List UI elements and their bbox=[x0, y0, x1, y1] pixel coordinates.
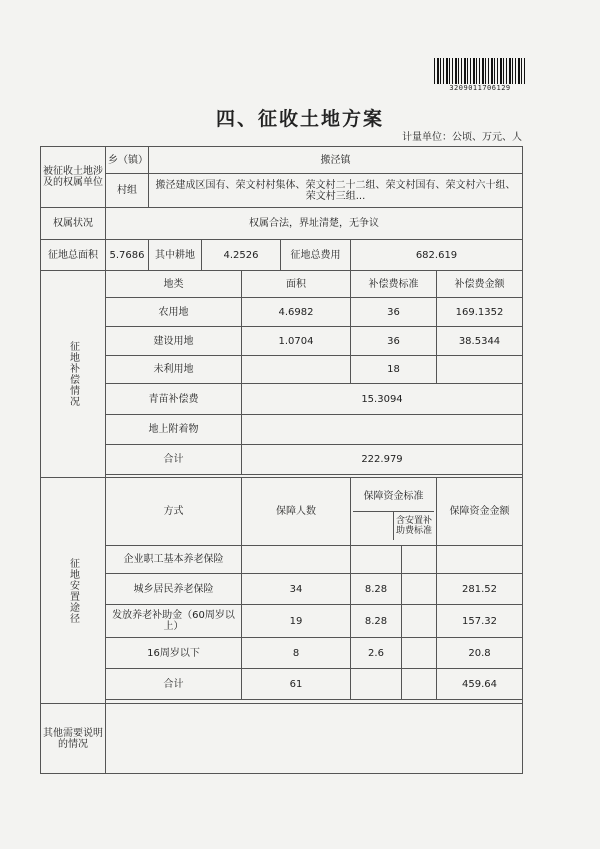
resettle-amount: 157.32 bbox=[437, 605, 523, 638]
resettle-people: 19 bbox=[242, 605, 351, 638]
land-acquisition-table bbox=[40, 146, 523, 774]
table-row bbox=[41, 605, 523, 638]
resettle-standard bbox=[351, 546, 402, 574]
resettle-people: 8 bbox=[242, 638, 351, 669]
comp-area: 4.6982 bbox=[242, 298, 351, 327]
status-value: 权属合法，界址清楚，无争议 bbox=[106, 208, 523, 240]
other-value bbox=[106, 704, 523, 774]
total-area-label: 征地总面积 bbox=[41, 240, 106, 271]
unit-note: 计量单位：公顷、万元、人 bbox=[402, 132, 522, 143]
comp-header-amount: 补偿费金额 bbox=[437, 271, 523, 298]
barcode bbox=[434, 58, 526, 84]
village-value: 搬泾建成区国有、荣文村村集体、荣文村二十二组、荣文村国有、荣文村六十组、荣文村三组... bbox=[149, 174, 523, 208]
resettle-total-people: 61 bbox=[242, 669, 351, 700]
resettle-amount: 281.52 bbox=[437, 574, 523, 605]
village-label: 村组 bbox=[106, 174, 149, 208]
resettle-header-people: 保障人数 bbox=[242, 478, 351, 546]
compensation-total-value: 222.979 bbox=[242, 445, 523, 475]
seedling-label: 青苗补偿费 bbox=[106, 384, 242, 415]
table-row bbox=[41, 298, 523, 327]
resettle-sub bbox=[402, 605, 437, 638]
resettle-standard: 2.6 bbox=[351, 638, 402, 669]
comp-amount: 38.5344 bbox=[437, 327, 523, 356]
other-label: 其他需要说明的情况 bbox=[41, 704, 106, 774]
comp-standard: 18 bbox=[351, 356, 437, 384]
compensation-total-label: 合计 bbox=[106, 445, 242, 475]
compensation-section-label: 征地补偿情况 bbox=[41, 271, 106, 478]
comp-area bbox=[242, 356, 351, 384]
comp-amount: 169.1352 bbox=[437, 298, 523, 327]
town-value: 搬泾镇 bbox=[149, 147, 523, 174]
resettle-sub bbox=[402, 574, 437, 605]
resettle-people bbox=[242, 546, 351, 574]
resettle-sub bbox=[402, 546, 437, 574]
town-label: 乡（镇） bbox=[106, 147, 149, 174]
resettle-sub bbox=[402, 638, 437, 669]
table-row bbox=[41, 546, 523, 574]
resettle-header-standard-group bbox=[351, 478, 437, 546]
comp-area: 1.0704 bbox=[242, 327, 351, 356]
comp-header-standard: 补偿费标准 bbox=[351, 271, 437, 298]
resettle-method: 发放养老补助金（60周岁以上） bbox=[106, 605, 242, 638]
resettle-amount bbox=[437, 546, 523, 574]
resettle-people: 34 bbox=[242, 574, 351, 605]
table-row bbox=[41, 574, 523, 605]
table-row bbox=[41, 327, 523, 356]
status-label: 权属状况 bbox=[41, 208, 106, 240]
attachment-label: 地上附着物 bbox=[106, 415, 242, 445]
attachment-value bbox=[242, 415, 523, 445]
ownership-label: 被征收土地涉及的权属单位 bbox=[41, 147, 106, 208]
resettle-total-amount: 459.64 bbox=[437, 669, 523, 700]
comp-type: 未利用地 bbox=[106, 356, 242, 384]
resettle-method: 16周岁以下 bbox=[106, 638, 242, 669]
table-row bbox=[41, 638, 523, 669]
comp-standard: 36 bbox=[351, 298, 437, 327]
resettle-total-label: 合计 bbox=[106, 669, 242, 700]
resettle-header-method: 方式 bbox=[106, 478, 242, 546]
table-row bbox=[41, 356, 523, 384]
comp-type: 建设用地 bbox=[106, 327, 242, 356]
resettle-header-sub-standard: 含安置补助费标准 bbox=[393, 512, 434, 540]
comp-type: 农用地 bbox=[106, 298, 242, 327]
resettle-method: 企业职工基本养老保险 bbox=[106, 546, 242, 574]
resettle-method: 城乡居民养老保险 bbox=[106, 574, 242, 605]
total-area-value: 5.7686 bbox=[106, 240, 149, 271]
farmland-label: 其中耕地 bbox=[149, 240, 202, 271]
resettle-standard: 8.28 bbox=[351, 574, 402, 605]
page-title: 四、征收土地方案 bbox=[215, 108, 384, 130]
total-cost-value: 682.619 bbox=[351, 240, 523, 271]
comp-header-type: 地类 bbox=[106, 271, 242, 298]
resettle-standard: 8.28 bbox=[351, 605, 402, 638]
comp-standard: 36 bbox=[351, 327, 437, 356]
resettle-amount: 20.8 bbox=[437, 638, 523, 669]
resettlement-section-label: 征地安置途径 bbox=[41, 478, 106, 704]
barcode-number: 3209011706129 bbox=[449, 84, 511, 92]
comp-header-area: 面积 bbox=[242, 271, 351, 298]
comp-amount bbox=[437, 356, 523, 384]
farmland-value: 4.2526 bbox=[202, 240, 281, 271]
total-cost-label: 征地总费用 bbox=[281, 240, 351, 271]
resettle-header-standard: 保障资金标准 bbox=[353, 483, 434, 512]
resettle-header-amount: 保障资金金额 bbox=[437, 478, 523, 546]
seedling-value: 15.3094 bbox=[242, 384, 523, 415]
